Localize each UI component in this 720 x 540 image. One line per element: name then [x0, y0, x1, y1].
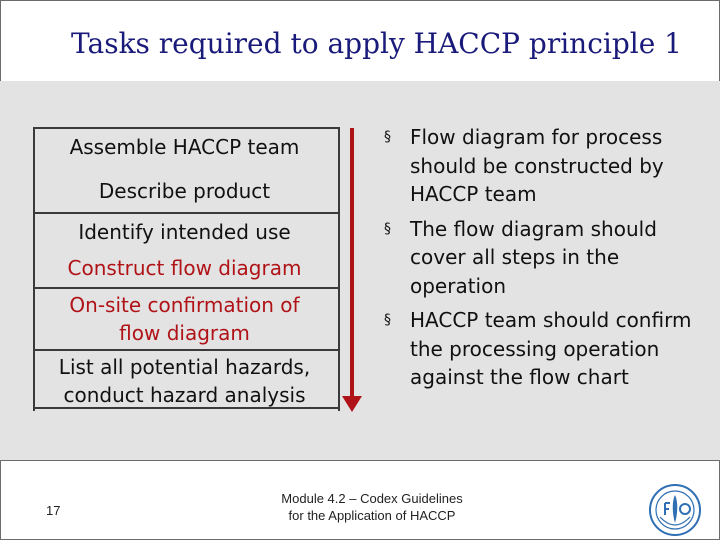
step-describe-product: Describe product: [98, 179, 271, 203]
fao-logo-icon: [648, 483, 702, 537]
footer-caption: [242, 490, 502, 524]
step-divider: [33, 349, 340, 351]
page-title: Tasks required to apply HACCP principle 1: [71, 27, 682, 60]
bullet-text: The flow diagram should cover all steps in the operation: [410, 216, 657, 298]
step-divider: [33, 287, 340, 289]
step-list-hazards: List all potential hazards, conduct hazard analysis: [58, 355, 311, 407]
step-intended-use: Identify intended use: [78, 220, 291, 244]
step-construct-flow-diagram: Construct flow diagram: [67, 256, 302, 280]
bullet-square-icon: §: [384, 312, 391, 328]
step-assemble-team: Assemble HACCP team: [69, 135, 300, 159]
bullet-square-icon: §: [384, 220, 391, 237]
step-divider: [33, 407, 340, 409]
footer-line-2: for the Application of HACCP: [288, 508, 456, 523]
bullet-list: [384, 123, 694, 398]
down-arrow-icon: [350, 128, 354, 398]
bullet-item: [384, 306, 694, 392]
bullet-item: [384, 215, 694, 301]
bullet-text: HACCP team should confirm the processing operation against the flow chart: [410, 308, 692, 389]
step-onsite-confirmation: On-site confirmation of flow diagram: [69, 293, 300, 345]
arrow-head-icon: [342, 396, 362, 412]
bullet-item: [384, 123, 694, 209]
bullet-text: Flow diagram for process should be constructed by HACCP team: [410, 125, 664, 206]
step-divider: [33, 212, 340, 214]
slide-header: [0, 0, 720, 82]
page-number: 17: [46, 503, 61, 518]
bullet-square-icon: §: [384, 129, 391, 145]
footer-line-1: Module 4.2 – Codex Guidelines: [281, 491, 463, 506]
